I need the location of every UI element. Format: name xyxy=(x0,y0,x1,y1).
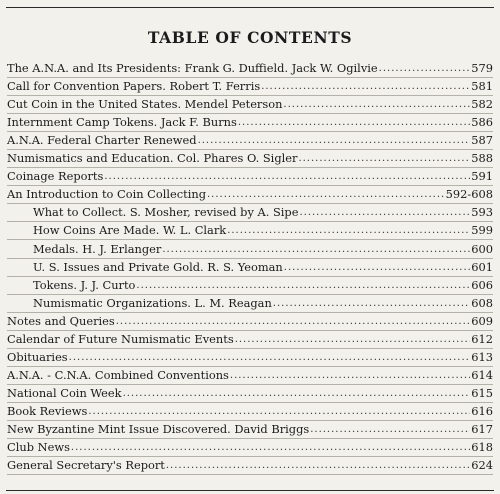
dot-leader xyxy=(238,116,470,129)
dot-leader xyxy=(71,441,470,454)
bottom-rule xyxy=(6,490,494,491)
page-number: 618 xyxy=(471,440,493,455)
page-number: 613 xyxy=(471,349,493,364)
entry-title: A.N.A. - C.N.A. Combined Conventions xyxy=(7,367,229,382)
entry-title: Tokens. J. J. Curto xyxy=(33,277,136,292)
page-number: 608 xyxy=(471,295,493,310)
toc-subentry xyxy=(7,240,493,258)
toc-entry xyxy=(7,331,493,349)
toc-entry xyxy=(7,168,493,186)
dot-leader xyxy=(136,279,470,292)
entry-title: An Introduction to Coin Collecting xyxy=(7,187,206,202)
entry-title: Book Reviews xyxy=(7,403,88,418)
page-number: 592-608 xyxy=(445,187,493,202)
entry-title: Numismatic Organizations. L. M. Reagan xyxy=(33,295,272,310)
page-number: 614 xyxy=(471,367,493,382)
toc-subentry xyxy=(7,259,493,277)
dot-leader xyxy=(310,423,470,436)
toc-entry xyxy=(7,421,493,439)
toc-entry xyxy=(7,186,493,204)
table-of-contents xyxy=(7,60,493,475)
dot-leader xyxy=(227,224,470,237)
page-number: 616 xyxy=(471,403,493,418)
entry-title: The A.N.A. and Its Presidents: Frank G. Duffield. Jack W. Ogilvie xyxy=(7,61,378,76)
toc-subentry xyxy=(7,204,493,222)
entry-title: National Coin Week xyxy=(7,385,122,400)
dot-leader xyxy=(162,243,470,256)
entry-title: Numismatics and Education. Col. Phares O. Sigler xyxy=(7,151,298,166)
page-number: 586 xyxy=(471,115,493,130)
entry-title: Calendar of Future Numismatic Events xyxy=(7,331,234,346)
toc-entry xyxy=(7,114,493,132)
page-number: 579 xyxy=(471,61,493,76)
dot-leader xyxy=(235,333,471,346)
page-number: 581 xyxy=(471,79,493,94)
page-number: 624 xyxy=(471,458,493,473)
entry-title: General Secretary's Report xyxy=(7,458,165,473)
entry-title: Club News xyxy=(7,440,70,455)
toc-entry xyxy=(7,385,493,403)
page-number: 588 xyxy=(471,151,493,166)
toc-entry xyxy=(7,60,493,78)
entry-title: What to Collect. S. Mosher, revised by A. Sipe xyxy=(33,205,299,220)
dot-leader xyxy=(166,459,470,472)
dot-leader xyxy=(69,351,471,364)
toc-subentry xyxy=(7,295,493,313)
page-number: 609 xyxy=(471,313,493,328)
entry-title: Cut Coin in the United States. Mendel Peterson xyxy=(7,97,283,112)
page-number: 612 xyxy=(471,331,493,346)
entry-title: A.N.A. Federal Charter Renewed xyxy=(7,133,197,148)
dot-leader xyxy=(116,315,471,328)
toc-subentry xyxy=(7,277,493,295)
page-title: TABLE OF CONTENTS xyxy=(147,28,353,47)
dot-leader xyxy=(261,80,470,93)
toc-entry xyxy=(7,367,493,385)
toc-entry xyxy=(7,132,493,150)
dot-leader xyxy=(198,134,471,147)
entry-title: Obituaries xyxy=(7,349,68,364)
entry-title: Coinage Reports xyxy=(7,169,104,184)
dot-leader xyxy=(207,188,445,201)
toc-entry xyxy=(7,403,493,421)
dot-leader xyxy=(123,387,471,400)
dot-leader xyxy=(104,170,470,183)
toc-entry xyxy=(7,96,493,114)
page-number: 599 xyxy=(471,223,493,238)
page-number: 601 xyxy=(471,259,493,274)
toc-entry xyxy=(7,150,493,168)
toc-entry xyxy=(7,349,493,367)
page-number: 591 xyxy=(471,169,493,184)
page-number: 600 xyxy=(471,241,493,256)
entry-title: Medals. H. J. Erlanger xyxy=(33,241,162,256)
toc-entry xyxy=(7,78,493,96)
top-rule xyxy=(6,7,494,8)
toc-entry xyxy=(7,313,493,331)
toc-entry xyxy=(7,457,493,475)
entry-title: Call for Convention Papers. Robert T. Ferris xyxy=(7,79,261,94)
entry-title: New Byzantine Mint Issue Discovered. David Briggs xyxy=(7,421,310,436)
dot-leader xyxy=(230,369,470,382)
entry-title: Internment Camp Tokens. Jack F. Burns xyxy=(7,115,237,130)
toc-subentry xyxy=(7,222,493,240)
dot-leader xyxy=(283,98,470,111)
dot-leader xyxy=(88,405,470,418)
dot-leader xyxy=(299,206,470,219)
dot-leader xyxy=(298,152,470,165)
page-number: 617 xyxy=(471,421,493,436)
page-number: 587 xyxy=(471,133,493,148)
page-number: 593 xyxy=(471,205,493,220)
page-number: 615 xyxy=(471,385,493,400)
entry-title: Notes and Queries xyxy=(7,313,115,328)
toc-entry xyxy=(7,439,493,457)
dot-leader xyxy=(273,297,470,310)
entry-title: How Coins Are Made. W. L. Clark xyxy=(33,223,227,238)
page-number: 582 xyxy=(471,97,493,112)
dot-leader xyxy=(284,261,470,274)
page-number: 606 xyxy=(471,277,493,292)
entry-title: U. S. Issues and Private Gold. R. S. Yeoman xyxy=(33,259,283,274)
dot-leader xyxy=(379,62,471,75)
